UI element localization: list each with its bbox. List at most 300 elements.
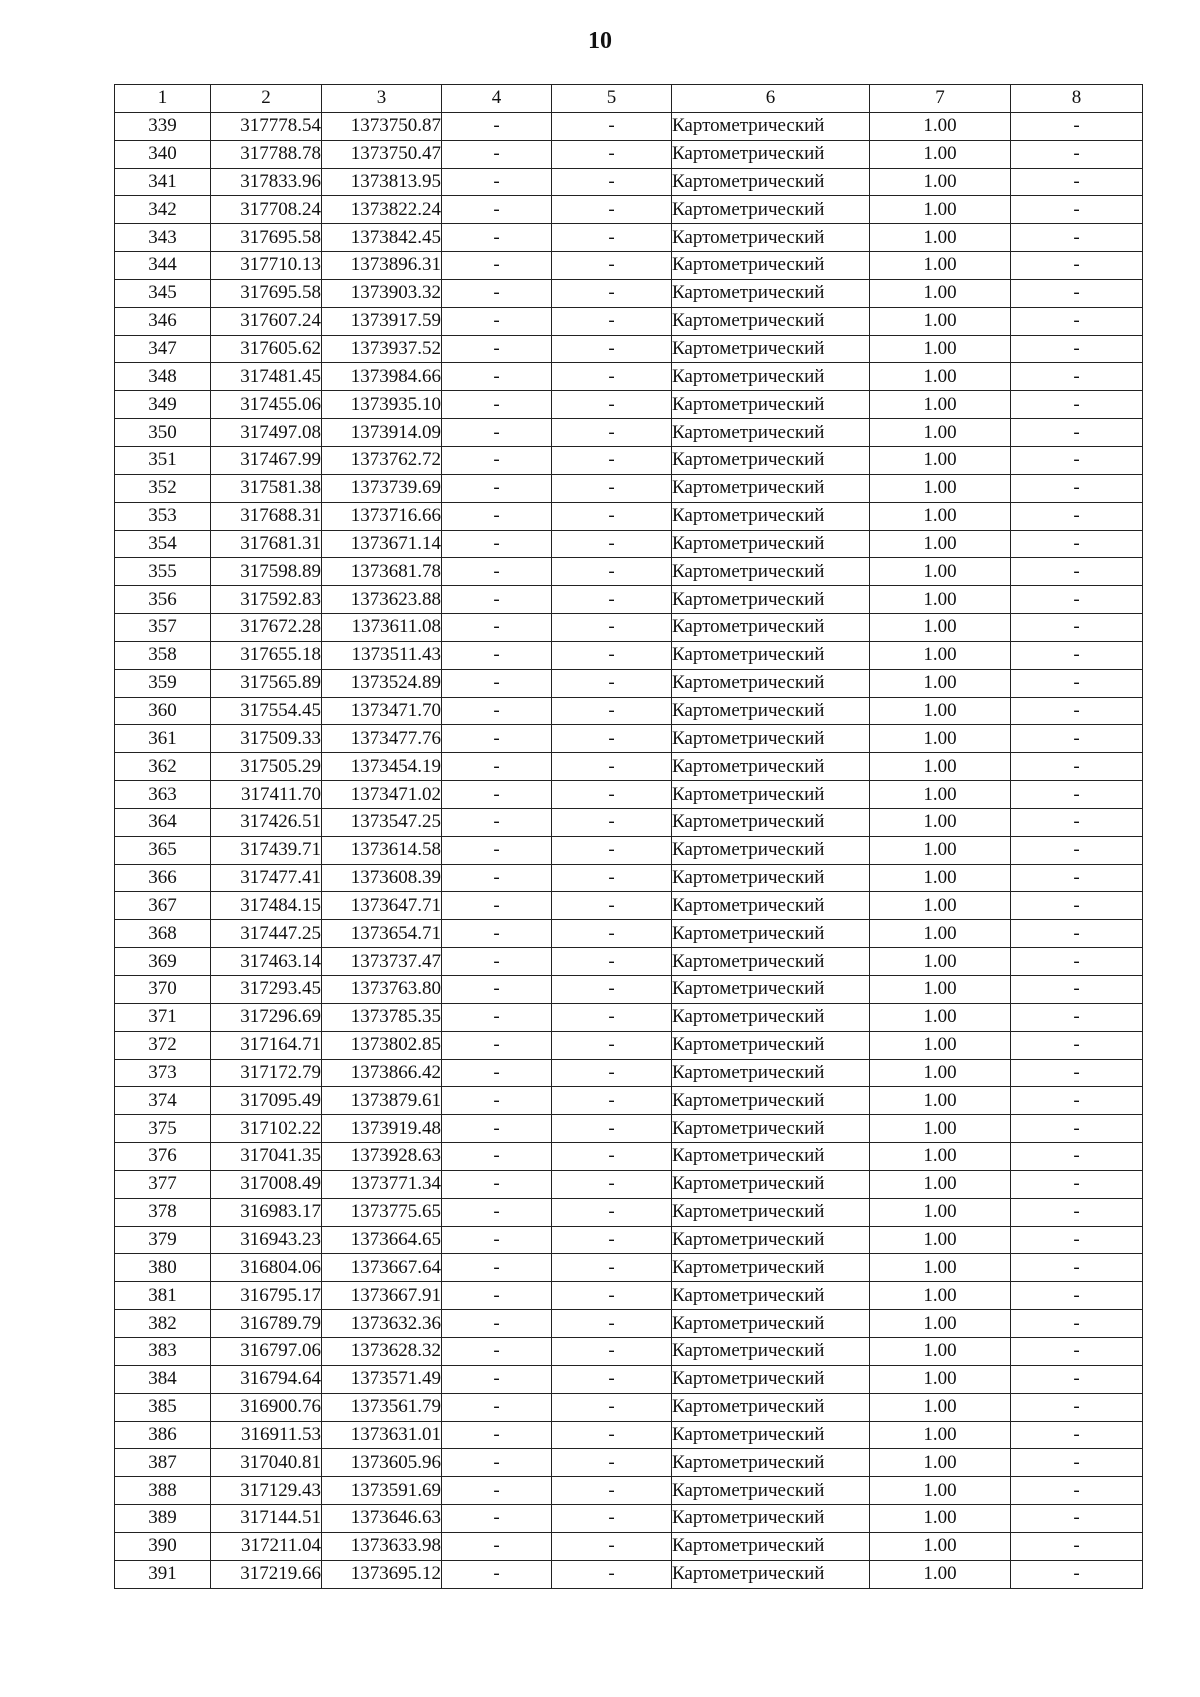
old-x-cell: - [442,252,552,280]
old-y-cell: - [552,1365,672,1393]
point-number-cell: 339 [115,112,211,140]
column-header: 3 [322,85,442,113]
old-x-cell: - [442,669,552,697]
y-coordinate-cell: 1373739.69 [322,474,442,502]
x-coordinate-cell: 316804.06 [211,1254,322,1282]
table-row [115,1226,1143,1254]
method-cell: Картометрический [672,1143,870,1171]
x-coordinate-cell: 316797.06 [211,1337,322,1365]
point-number-cell: 374 [115,1087,211,1115]
point-number-cell: 379 [115,1226,211,1254]
point-number-cell: 358 [115,641,211,669]
old-y-cell: - [552,1254,672,1282]
table-row [115,140,1143,168]
precision-cell: 1.00 [870,168,1011,196]
table-row [115,641,1143,669]
method-cell: Картометрический [672,1087,870,1115]
x-coordinate-cell: 317484.15 [211,892,322,920]
old-y-cell: - [552,279,672,307]
point-number-cell: 352 [115,474,211,502]
y-coordinate-cell: 1373822.24 [322,196,442,224]
old-x-cell: - [442,1449,552,1477]
point-number-cell: 351 [115,446,211,474]
y-coordinate-cell: 1373547.25 [322,808,442,836]
old-x-cell: - [442,112,552,140]
method-cell: Картометрический [672,391,870,419]
precision-cell: 1.00 [870,976,1011,1004]
description-cell: - [1011,419,1143,447]
old-x-cell: - [442,1505,552,1533]
description-cell: - [1011,363,1143,391]
column-header: 7 [870,85,1011,113]
table-row [115,1254,1143,1282]
old-y-cell: - [552,836,672,864]
table-row [115,864,1143,892]
old-x-cell: - [442,641,552,669]
point-number-cell: 346 [115,307,211,335]
old-y-cell: - [552,864,672,892]
precision-cell: 1.00 [870,669,1011,697]
old-y-cell: - [552,808,672,836]
y-coordinate-cell: 1373628.32 [322,1337,442,1365]
table-row [115,1477,1143,1505]
method-cell: Картометрический [672,1226,870,1254]
x-coordinate-cell: 317102.22 [211,1115,322,1143]
description-cell: - [1011,224,1143,252]
point-number-cell: 363 [115,781,211,809]
precision-cell: 1.00 [870,1505,1011,1533]
old-y-cell: - [552,669,672,697]
old-x-cell: - [442,363,552,391]
old-x-cell: - [442,892,552,920]
old-x-cell: - [442,474,552,502]
old-x-cell: - [442,1170,552,1198]
old-y-cell: - [552,224,672,252]
method-cell: Картометрический [672,1337,870,1365]
table-row [115,1560,1143,1588]
old-x-cell: - [442,1337,552,1365]
description-cell: - [1011,1532,1143,1560]
header-row [115,85,1143,113]
description-cell: - [1011,892,1143,920]
y-coordinate-cell: 1373667.64 [322,1254,442,1282]
old-y-cell: - [552,1003,672,1031]
table-row [115,419,1143,447]
method-cell: Картометрический [672,920,870,948]
description-cell: - [1011,1226,1143,1254]
method-cell: Картометрический [672,530,870,558]
y-coordinate-cell: 1373785.35 [322,1003,442,1031]
point-number-cell: 362 [115,753,211,781]
method-cell: Картометрический [672,168,870,196]
old-y-cell: - [552,1198,672,1226]
old-x-cell: - [442,836,552,864]
precision-cell: 1.00 [870,1115,1011,1143]
y-coordinate-cell: 1373561.79 [322,1393,442,1421]
old-x-cell: - [442,808,552,836]
method-cell: Картометрический [672,279,870,307]
x-coordinate-cell: 317293.45 [211,976,322,1004]
point-number-cell: 385 [115,1393,211,1421]
description-cell: - [1011,502,1143,530]
point-number-cell: 344 [115,252,211,280]
precision-cell: 1.00 [870,446,1011,474]
description-cell: - [1011,1393,1143,1421]
coordinates-table [114,84,1143,1589]
precision-cell: 1.00 [870,808,1011,836]
old-x-cell: - [442,1198,552,1226]
precision-cell: 1.00 [870,1365,1011,1393]
old-x-cell: - [442,168,552,196]
method-cell: Картометрический [672,669,870,697]
y-coordinate-cell: 1373917.59 [322,307,442,335]
old-x-cell: - [442,140,552,168]
x-coordinate-cell: 317778.54 [211,112,322,140]
table-row [115,279,1143,307]
x-coordinate-cell: 317467.99 [211,446,322,474]
old-y-cell: - [552,363,672,391]
method-cell: Картометрический [672,753,870,781]
method-cell: Картометрический [672,335,870,363]
precision-cell: 1.00 [870,864,1011,892]
y-coordinate-cell: 1373737.47 [322,948,442,976]
description-cell: - [1011,140,1143,168]
table-row [115,1031,1143,1059]
method-cell: Картометрический [672,1003,870,1031]
y-coordinate-cell: 1373866.42 [322,1059,442,1087]
point-number-cell: 372 [115,1031,211,1059]
precision-cell: 1.00 [870,252,1011,280]
column-header: 4 [442,85,552,113]
y-coordinate-cell: 1373750.87 [322,112,442,140]
x-coordinate-cell: 317497.08 [211,419,322,447]
method-cell: Картометрический [672,252,870,280]
old-y-cell: - [552,1310,672,1338]
y-coordinate-cell: 1373571.49 [322,1365,442,1393]
y-coordinate-cell: 1373477.76 [322,725,442,753]
x-coordinate-cell: 316795.17 [211,1282,322,1310]
point-number-cell: 354 [115,530,211,558]
point-number-cell: 347 [115,335,211,363]
x-coordinate-cell: 317598.89 [211,558,322,586]
table-row [115,1532,1143,1560]
point-number-cell: 364 [115,808,211,836]
description-cell: - [1011,1143,1143,1171]
y-coordinate-cell: 1373937.52 [322,335,442,363]
description-cell: - [1011,1003,1143,1031]
table-row [115,1198,1143,1226]
old-y-cell: - [552,252,672,280]
y-coordinate-cell: 1373611.08 [322,614,442,642]
method-cell: Картометрический [672,1282,870,1310]
method-cell: Картометрический [672,808,870,836]
old-y-cell: - [552,1282,672,1310]
point-number-cell: 370 [115,976,211,1004]
point-number-cell: 361 [115,725,211,753]
point-number-cell: 356 [115,586,211,614]
x-coordinate-cell: 317129.43 [211,1477,322,1505]
x-coordinate-cell: 317710.13 [211,252,322,280]
description-cell: - [1011,446,1143,474]
point-number-cell: 367 [115,892,211,920]
method-cell: Картометрический [672,976,870,1004]
method-cell: Картометрический [672,1059,870,1087]
old-y-cell: - [552,641,672,669]
table-body [115,112,1143,1588]
x-coordinate-cell: 317688.31 [211,502,322,530]
precision-cell: 1.00 [870,140,1011,168]
description-cell: - [1011,1254,1143,1282]
table-row [115,307,1143,335]
precision-cell: 1.00 [870,614,1011,642]
method-cell: Картометрический [672,1254,870,1282]
point-number-cell: 348 [115,363,211,391]
x-coordinate-cell: 316794.64 [211,1365,322,1393]
method-cell: Картометрический [672,864,870,892]
old-y-cell: - [552,1560,672,1588]
description-cell: - [1011,1059,1143,1087]
description-cell: - [1011,1560,1143,1588]
old-x-cell: - [442,1031,552,1059]
description-cell: - [1011,948,1143,976]
y-coordinate-cell: 1373646.63 [322,1505,442,1533]
old-y-cell: - [552,1226,672,1254]
old-y-cell: - [552,1532,672,1560]
old-x-cell: - [442,419,552,447]
x-coordinate-cell: 317505.29 [211,753,322,781]
description-cell: - [1011,920,1143,948]
old-x-cell: - [442,446,552,474]
method-cell: Картометрический [672,1170,870,1198]
old-y-cell: - [552,530,672,558]
column-header: 8 [1011,85,1143,113]
y-coordinate-cell: 1373633.98 [322,1532,442,1560]
old-y-cell: - [552,1087,672,1115]
point-number-cell: 357 [115,614,211,642]
description-cell: - [1011,586,1143,614]
y-coordinate-cell: 1373511.43 [322,641,442,669]
old-y-cell: - [552,1337,672,1365]
description-cell: - [1011,614,1143,642]
x-coordinate-cell: 317041.35 [211,1143,322,1171]
precision-cell: 1.00 [870,1226,1011,1254]
old-x-cell: - [442,948,552,976]
y-coordinate-cell: 1373471.02 [322,781,442,809]
point-number-cell: 386 [115,1421,211,1449]
precision-cell: 1.00 [870,558,1011,586]
x-coordinate-cell: 317605.62 [211,335,322,363]
method-cell: Картометрический [672,697,870,725]
precision-cell: 1.00 [870,1393,1011,1421]
precision-cell: 1.00 [870,892,1011,920]
y-coordinate-cell: 1373813.95 [322,168,442,196]
table-row [115,224,1143,252]
x-coordinate-cell: 317509.33 [211,725,322,753]
old-x-cell: - [442,781,552,809]
old-x-cell: - [442,725,552,753]
y-coordinate-cell: 1373762.72 [322,446,442,474]
y-coordinate-cell: 1373716.66 [322,502,442,530]
precision-cell: 1.00 [870,1282,1011,1310]
column-header: 2 [211,85,322,113]
precision-cell: 1.00 [870,920,1011,948]
precision-cell: 1.00 [870,1560,1011,1588]
y-coordinate-cell: 1373664.65 [322,1226,442,1254]
point-number-cell: 391 [115,1560,211,1588]
description-cell: - [1011,391,1143,419]
old-y-cell: - [552,558,672,586]
old-x-cell: - [442,1143,552,1171]
table-row [115,1310,1143,1338]
y-coordinate-cell: 1373623.88 [322,586,442,614]
precision-cell: 1.00 [870,948,1011,976]
method-cell: Картометрический [672,1421,870,1449]
description-cell: - [1011,1031,1143,1059]
method-cell: Картометрический [672,641,870,669]
point-number-cell: 373 [115,1059,211,1087]
y-coordinate-cell: 1373631.01 [322,1421,442,1449]
old-x-cell: - [442,1532,552,1560]
table-row [115,168,1143,196]
precision-cell: 1.00 [870,1310,1011,1338]
page-number: 10 [588,28,612,54]
precision-cell: 1.00 [870,112,1011,140]
point-number-cell: 340 [115,140,211,168]
y-coordinate-cell: 1373614.58 [322,836,442,864]
x-coordinate-cell: 317008.49 [211,1170,322,1198]
old-x-cell: - [442,614,552,642]
method-cell: Картометрический [672,1115,870,1143]
method-cell: Картометрический [672,196,870,224]
point-number-cell: 342 [115,196,211,224]
old-y-cell: - [552,474,672,502]
x-coordinate-cell: 317164.71 [211,1031,322,1059]
table-row [115,614,1143,642]
y-coordinate-cell: 1373750.47 [322,140,442,168]
x-coordinate-cell: 316911.53 [211,1421,322,1449]
point-number-cell: 368 [115,920,211,948]
precision-cell: 1.00 [870,836,1011,864]
y-coordinate-cell: 1373935.10 [322,391,442,419]
point-number-cell: 380 [115,1254,211,1282]
precision-cell: 1.00 [870,335,1011,363]
point-number-cell: 343 [115,224,211,252]
old-x-cell: - [442,196,552,224]
method-cell: Картометрический [672,474,870,502]
precision-cell: 1.00 [870,753,1011,781]
old-y-cell: - [552,976,672,1004]
description-cell: - [1011,781,1143,809]
method-cell: Картометрический [672,1449,870,1477]
table-row [115,1449,1143,1477]
table-row [115,1087,1143,1115]
point-number-cell: 378 [115,1198,211,1226]
description-cell: - [1011,1365,1143,1393]
description-cell: - [1011,530,1143,558]
y-coordinate-cell: 1373654.71 [322,920,442,948]
old-x-cell: - [442,1282,552,1310]
description-cell: - [1011,112,1143,140]
point-number-cell: 366 [115,864,211,892]
method-cell: Картометрический [672,1198,870,1226]
x-coordinate-cell: 317655.18 [211,641,322,669]
table-row [115,948,1143,976]
old-y-cell: - [552,112,672,140]
x-coordinate-cell: 316943.23 [211,1226,322,1254]
old-y-cell: - [552,168,672,196]
old-y-cell: - [552,1421,672,1449]
old-x-cell: - [442,1226,552,1254]
old-x-cell: - [442,1560,552,1588]
table-row [115,725,1143,753]
x-coordinate-cell: 317426.51 [211,808,322,836]
x-coordinate-cell: 317172.79 [211,1059,322,1087]
old-x-cell: - [442,279,552,307]
old-x-cell: - [442,558,552,586]
old-x-cell: - [442,920,552,948]
precision-cell: 1.00 [870,1003,1011,1031]
table-row [115,502,1143,530]
precision-cell: 1.00 [870,419,1011,447]
table-header [115,85,1143,113]
table-row [115,1421,1143,1449]
x-coordinate-cell: 317581.38 [211,474,322,502]
old-y-cell: - [552,335,672,363]
description-cell: - [1011,641,1143,669]
description-cell: - [1011,1477,1143,1505]
x-coordinate-cell: 317481.45 [211,363,322,391]
old-x-cell: - [442,530,552,558]
method-cell: Картометрический [672,363,870,391]
old-y-cell: - [552,781,672,809]
old-x-cell: - [442,697,552,725]
x-coordinate-cell: 317296.69 [211,1003,322,1031]
point-number-cell: 353 [115,502,211,530]
table-row [115,558,1143,586]
point-number-cell: 383 [115,1337,211,1365]
precision-cell: 1.00 [870,1449,1011,1477]
y-coordinate-cell: 1373928.63 [322,1143,442,1171]
precision-cell: 1.00 [870,1170,1011,1198]
table-row [115,1365,1143,1393]
old-y-cell: - [552,586,672,614]
y-coordinate-cell: 1373775.65 [322,1198,442,1226]
table-row [115,892,1143,920]
old-x-cell: - [442,335,552,363]
method-cell: Картометрический [672,1477,870,1505]
method-cell: Картометрический [672,502,870,530]
old-y-cell: - [552,1477,672,1505]
description-cell: - [1011,252,1143,280]
description-cell: - [1011,1505,1143,1533]
description-cell: - [1011,669,1143,697]
y-coordinate-cell: 1373608.39 [322,864,442,892]
point-number-cell: 341 [115,168,211,196]
y-coordinate-cell: 1373647.71 [322,892,442,920]
point-number-cell: 376 [115,1143,211,1171]
y-coordinate-cell: 1373667.91 [322,1282,442,1310]
old-y-cell: - [552,502,672,530]
old-y-cell: - [552,446,672,474]
table-row [115,1505,1143,1533]
table-row [115,1003,1143,1031]
table-row [115,252,1143,280]
x-coordinate-cell: 316983.17 [211,1198,322,1226]
old-x-cell: - [442,1059,552,1087]
precision-cell: 1.00 [870,307,1011,335]
method-cell: Картометрический [672,1505,870,1533]
old-x-cell: - [442,502,552,530]
